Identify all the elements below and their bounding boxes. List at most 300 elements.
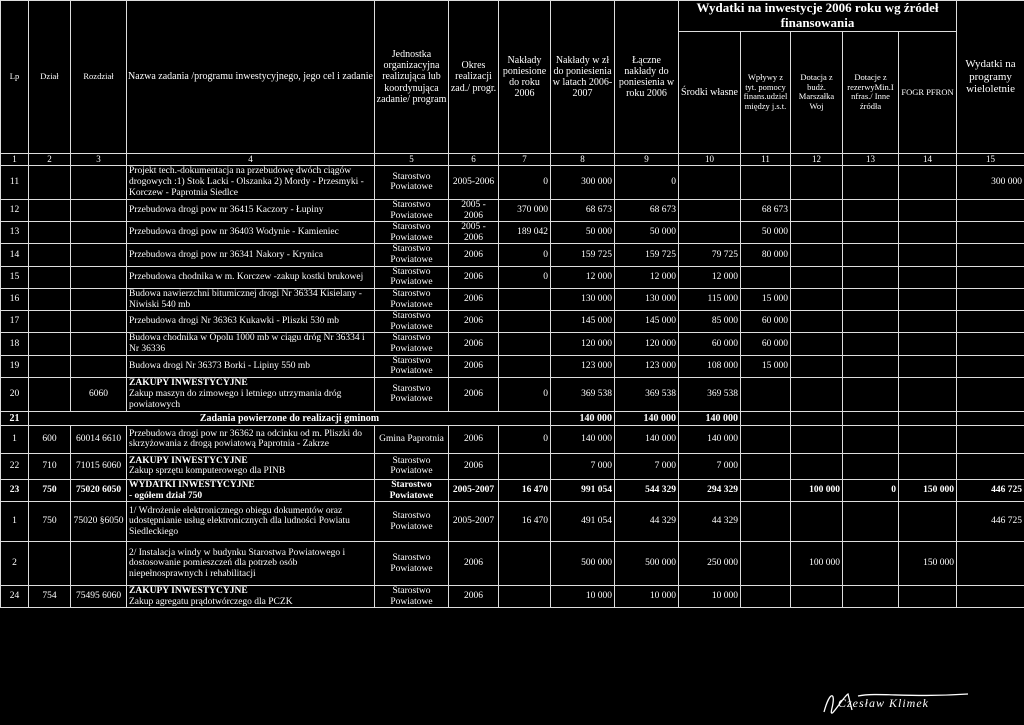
row-dzial [29, 222, 71, 244]
row-wieloletnie [957, 453, 1024, 479]
table-row [1, 266, 1024, 288]
row-wplywy [741, 425, 791, 453]
row-dzial: 600 [29, 425, 71, 453]
row-naklady-poniesione: 0 [499, 244, 551, 266]
row-nazwa [127, 479, 375, 501]
row-wieloletnie [957, 355, 1024, 377]
row-rozdzial [71, 266, 127, 288]
row-dotacja-rez [843, 377, 899, 411]
section-row-21 [1, 411, 1024, 425]
header-nazwa: Nazwa zadania /programu inwestycyjnego, jego cel i zadanie [127, 1, 375, 154]
col-num: 4 [127, 153, 375, 165]
section-lp: 21 [1, 411, 29, 425]
row-dzial [29, 266, 71, 288]
row-dotacja-rez [843, 311, 899, 333]
row-laczne: 50 000 [615, 222, 679, 244]
col-num: 13 [843, 153, 899, 165]
row-nazwa: Przebudowa drogi Nr 36363 Kukawki - Pliszki 530 mb [127, 311, 375, 333]
row-dotacja-rez [843, 542, 899, 586]
row-nazwa: Przebudowa drogi pow nr 36415 Kaczory - Łupiny [127, 199, 375, 221]
row-nazwa-heading: ZAKUPY INWESTYCYJNE [129, 455, 248, 466]
row-wplywy [741, 502, 791, 542]
row-dotacja-budz [791, 199, 843, 221]
row-okres: 2006 [449, 453, 499, 479]
row-dotacja-rez: 0 [843, 479, 899, 501]
row-dotacja-rez [843, 266, 899, 288]
row-lp: 11 [1, 165, 29, 199]
row-okres: 2005-2007 [449, 502, 499, 542]
row-jednostka: Starostwo Powiatowe [375, 333, 449, 355]
row-dotacja-rez [843, 333, 899, 355]
row-naklady-poniesione: 16 470 [499, 479, 551, 501]
row-wieloletnie [957, 222, 1024, 244]
row-jednostka: Starostwo Powiatowe [375, 453, 449, 479]
row-dotacja-rez [843, 222, 899, 244]
row-nazwa: Przebudowa drogi pow nr 36362 na odcinku od m. Pliszki do skrzyżowania z drogą powiatową Paprotnia - Zakrze [127, 425, 375, 453]
header-jednostka: Jednostka organizacyjna realizująca lub koordynująca zadanie/ program [375, 1, 449, 154]
row-naklady-poniesione: 0 [499, 377, 551, 411]
row-jednostka: Starostwo Powiatowe [375, 542, 449, 586]
row-dotacja-budz [791, 311, 843, 333]
row-srodki-wlasne: 369 538 [679, 377, 741, 411]
row-srodki-wlasne: 60 000 [679, 333, 741, 355]
row-laczne: 123 000 [615, 355, 679, 377]
row-dotacja-budz [791, 355, 843, 377]
row-rozdzial: 71015 6060 [71, 453, 127, 479]
row-okres: 2005-2007 [449, 479, 499, 501]
table-row [1, 355, 1024, 377]
row-fogr [899, 288, 957, 310]
row-jednostka: Starostwo Powiatowe [375, 266, 449, 288]
row-rozdzial: 75495 6060 [71, 586, 127, 608]
row-dzial: 754 [29, 586, 71, 608]
header-naklady-2006-2007: Nakłady w zł do poniesienia w latach 2006-2007 [551, 1, 615, 154]
row-okres: 2005-2006 [449, 165, 499, 199]
row-jednostka: Starostwo Powiatowe [375, 165, 449, 199]
row-dzial: 710 [29, 453, 71, 479]
row-fogr [899, 333, 957, 355]
row-rozdzial [71, 199, 127, 221]
row-wieloletnie [957, 586, 1024, 608]
row-fogr [899, 453, 957, 479]
row-jednostka: Starostwo Powiatowe [375, 586, 449, 608]
row-fogr [899, 586, 957, 608]
row-lp: 16 [1, 288, 29, 310]
row-dzial [29, 311, 71, 333]
row-nazwa [127, 453, 375, 479]
row-dotacja-budz [791, 288, 843, 310]
row-naklady-zl: 130 000 [551, 288, 615, 310]
row-dzial: 750 [29, 502, 71, 542]
row-rozdzial [71, 244, 127, 266]
row-jednostka: Starostwo Powiatowe [375, 479, 449, 501]
row-wplywy [741, 479, 791, 501]
row-naklady-poniesione: 16 470 [499, 502, 551, 542]
row-fogr [899, 502, 957, 542]
row-lp: 17 [1, 311, 29, 333]
table-row [1, 377, 1024, 411]
row-dotacja-rez [843, 165, 899, 199]
row-nazwa: 1/ Wdrożenie elektronicznego obiegu dokumentów oraz udostępnianie usług elektronicznych dla ludności Powiatu Siedleckiego [127, 502, 375, 542]
row-nazwa-heading: ZAKUPY INWESTYCYJNE [129, 586, 248, 597]
column-numbers-row [1, 153, 1024, 165]
row-jednostka: Starostwo Powiatowe [375, 288, 449, 310]
row-nazwa-text: Zakup agregatu prądotwórczego dla PCZK [129, 596, 293, 607]
row-laczne: 159 725 [615, 244, 679, 266]
row-laczne: 7 000 [615, 453, 679, 479]
row-srodki-wlasne: 7 000 [679, 453, 741, 479]
row-okres: 2006 [449, 244, 499, 266]
row-dotacja-rez [843, 453, 899, 479]
row-rozdzial: 60014 6610 [71, 425, 127, 453]
row-naklady-zl: 50 000 [551, 222, 615, 244]
row-srodki-wlasne: 115 000 [679, 288, 741, 310]
col-num: 9 [615, 153, 679, 165]
header-fogr: FOGR PFRON [899, 31, 957, 153]
row-wieloletnie [957, 333, 1024, 355]
row-naklady-poniesione [499, 311, 551, 333]
row-naklady-zl: 7 000 [551, 453, 615, 479]
table-row [1, 199, 1024, 221]
row-naklady-poniesione: 0 [499, 266, 551, 288]
col-num: 15 [957, 153, 1024, 165]
row-srodki-wlasne: 250 000 [679, 542, 741, 586]
row-wieloletnie [957, 425, 1024, 453]
row-dotacja-rez [843, 355, 899, 377]
row-wplywy [741, 586, 791, 608]
row-lp: 2 [1, 542, 29, 586]
table-row [1, 222, 1024, 244]
row-okres: 2005 - 2006 [449, 222, 499, 244]
table-row [1, 453, 1024, 479]
row-fogr: 150 000 [899, 479, 957, 501]
row-srodki-wlasne: 108 000 [679, 355, 741, 377]
signature-name: Czesław Klimek [838, 696, 929, 710]
row-laczne: 0 [615, 165, 679, 199]
row-laczne: 140 000 [615, 425, 679, 453]
row-lp: 1 [1, 425, 29, 453]
row-nazwa: Przebudowa drogi pow nr 36403 Wodynie - Kamieniec [127, 222, 375, 244]
row-laczne: 12 000 [615, 266, 679, 288]
row-srodki-wlasne: 140 000 [679, 425, 741, 453]
row-wplywy: 15 000 [741, 288, 791, 310]
row-dotacja-budz: 100 000 [791, 542, 843, 586]
row-dotacja-rez [843, 288, 899, 310]
row-lp: 20 [1, 377, 29, 411]
row-srodki-wlasne: 79 725 [679, 244, 741, 266]
row-lp: 15 [1, 266, 29, 288]
row-dotacja-budz [791, 502, 843, 542]
row-wieloletnie [957, 311, 1024, 333]
row-naklady-poniesione: 0 [499, 425, 551, 453]
row-lp: 24 [1, 586, 29, 608]
header-wieloletnie: Wydatki na programy wieloletnie [957, 1, 1024, 154]
row-fogr [899, 311, 957, 333]
table-row [1, 425, 1024, 453]
row-dotacja-budz: 100 000 [791, 479, 843, 501]
row-dotacja-budz [791, 222, 843, 244]
row-okres: 2006 [449, 355, 499, 377]
row-laczne: 544 329 [615, 479, 679, 501]
row-nazwa [127, 586, 375, 608]
row-nazwa-text: Zakup maszyn do zimowego i letniego utrzymania dróg powiatowych [129, 389, 342, 410]
row-naklady-zl: 68 673 [551, 199, 615, 221]
row-jednostka: Gmina Paprotnia [375, 425, 449, 453]
row-okres: 2006 [449, 333, 499, 355]
row-naklady-zl: 123 000 [551, 355, 615, 377]
row-fogr [899, 377, 957, 411]
col-num: 3 [71, 153, 127, 165]
row-okres: 2006 [449, 288, 499, 310]
row-dotacja-budz [791, 333, 843, 355]
row-okres: 2006 [449, 586, 499, 608]
row-fogr: 150 000 [899, 542, 957, 586]
header-dotacja-budz: Dotacja z budż. Marszałka Woj [791, 31, 843, 153]
row-srodki-wlasne: 294 329 [679, 479, 741, 501]
row-rozdzial [71, 288, 127, 310]
row-laczne: 68 673 [615, 199, 679, 221]
row-naklady-zl: 10 000 [551, 586, 615, 608]
row-naklady-zl: 140 000 [551, 425, 615, 453]
table-row [1, 502, 1024, 542]
row-naklady-poniesione [499, 586, 551, 608]
row-jednostka: Starostwo Powiatowe [375, 355, 449, 377]
header-wplywy: Wpływy z tyt. pomocy finans.udziel między j.s.t. [741, 31, 791, 153]
row-lp: 19 [1, 355, 29, 377]
table-row [1, 586, 1024, 608]
row-lp: 13 [1, 222, 29, 244]
table-row [1, 479, 1024, 501]
row-nazwa-heading: ZAKUPY INWESTYCYJNE [129, 378, 248, 389]
row-lp: 14 [1, 244, 29, 266]
row-dzial [29, 165, 71, 199]
row-nazwa: Budowa drogi Nr 36373 Borki - Lipiny 550 mb [127, 355, 375, 377]
row-dzial [29, 355, 71, 377]
section-title: Zadania powierzone do realizacji gminom [29, 411, 551, 425]
header-wydatki-title: Wydatki na inwestycje 2006 roku wg źródeł finansowania [679, 1, 957, 32]
row-fogr [899, 266, 957, 288]
header-laczne: Łączne nakłady do poniesienia w roku 2006 [615, 1, 679, 154]
row-dotacja-rez [843, 199, 899, 221]
row-wplywy [741, 377, 791, 411]
header-srodki: Środki własne [679, 31, 741, 153]
row-naklady-zl: 12 000 [551, 266, 615, 288]
row-lp: 23 [1, 479, 29, 501]
row-naklady-zl: 159 725 [551, 244, 615, 266]
row-naklady-zl: 120 000 [551, 333, 615, 355]
row-laczne: 500 000 [615, 542, 679, 586]
row-dzial [29, 199, 71, 221]
col-num: 10 [679, 153, 741, 165]
row-rozdzial [71, 222, 127, 244]
col-num: 2 [29, 153, 71, 165]
row-srodki-wlasne: 85 000 [679, 311, 741, 333]
row-wieloletnie: 446 725 [957, 479, 1024, 501]
row-naklady-poniesione [499, 453, 551, 479]
col-num: 6 [449, 153, 499, 165]
row-wieloletnie [957, 266, 1024, 288]
row-srodki-wlasne: 44 329 [679, 502, 741, 542]
row-okres: 2006 [449, 266, 499, 288]
row-wieloletnie: 446 725 [957, 502, 1024, 542]
row-wplywy: 15 000 [741, 355, 791, 377]
table-row [1, 288, 1024, 310]
col-num: 5 [375, 153, 449, 165]
row-naklady-zl: 145 000 [551, 311, 615, 333]
row-wieloletnie [957, 377, 1024, 411]
header-rozdzial: Rozdział [71, 1, 127, 154]
table-row [1, 311, 1024, 333]
row-jednostka: Starostwo Powiatowe [375, 311, 449, 333]
row-wplywy [741, 542, 791, 586]
row-dzial: 750 [29, 479, 71, 501]
row-nazwa: Budowa nawierzchni bitumicznej drogi Nr 36334 Kisielany - Niwiski 540 mb [127, 288, 375, 310]
row-jednostka: Starostwo Powiatowe [375, 377, 449, 411]
table-row [1, 244, 1024, 266]
row-dzial [29, 542, 71, 586]
row-fogr [899, 165, 957, 199]
col-num: 14 [899, 153, 957, 165]
row-rozdzial: 75020 6050 [71, 479, 127, 501]
row-naklady-poniesione [499, 355, 551, 377]
row-wplywy [741, 165, 791, 199]
col-num: 7 [499, 153, 551, 165]
row-nazwa-text: Zakup sprzętu komputerowego dla PINB [129, 466, 286, 477]
row-rozdzial: 6060 [71, 377, 127, 411]
row-srodki-wlasne: 12 000 [679, 266, 741, 288]
row-nazwa [127, 377, 375, 411]
row-lp: 22 [1, 453, 29, 479]
section-srodki: 140 000 [679, 411, 741, 425]
row-dotacja-budz [791, 165, 843, 199]
row-nazwa-heading: WYDATKI INWESTYCYJNE [129, 479, 255, 490]
row-jednostka: Starostwo Powiatowe [375, 199, 449, 221]
row-jednostka: Starostwo Powiatowe [375, 222, 449, 244]
col-num: 11 [741, 153, 791, 165]
row-wplywy: 68 673 [741, 199, 791, 221]
row-nazwa: Projekt tech.-dokumentacja na przebudowę dwóch ciągów drogowych :1) Stok Lacki - Olszanka 2) Mordy - Przesmyki - Korczew - Paprotnia Siedlce [127, 165, 375, 199]
section-zl: 140 000 [551, 411, 615, 425]
row-dotacja-budz [791, 453, 843, 479]
row-naklady-zl: 491 054 [551, 502, 615, 542]
row-okres: 2005 - 2006 [449, 199, 499, 221]
row-wplywy [741, 266, 791, 288]
row-wplywy [741, 453, 791, 479]
row-wplywy: 60 000 [741, 333, 791, 355]
row-dzial [29, 244, 71, 266]
row-dzial [29, 377, 71, 411]
row-rozdzial [71, 542, 127, 586]
row-wplywy: 60 000 [741, 311, 791, 333]
row-dotacja-budz [791, 377, 843, 411]
row-nazwa: Budowa chodnika w Opolu 1000 mb w ciągu dróg Nr 36334 i Nr 36336 [127, 333, 375, 355]
row-dotacja-budz [791, 586, 843, 608]
col-num: 12 [791, 153, 843, 165]
row-dotacja-rez [843, 586, 899, 608]
row-dotacja-budz [791, 266, 843, 288]
row-dzial [29, 333, 71, 355]
row-okres: 2006 [449, 425, 499, 453]
row-wieloletnie [957, 542, 1024, 586]
row-fogr [899, 222, 957, 244]
col-num: 8 [551, 153, 615, 165]
row-naklady-poniesione [499, 542, 551, 586]
table-row [1, 542, 1024, 586]
row-jednostka: Starostwo Powiatowe [375, 502, 449, 542]
row-lp: 1 [1, 502, 29, 542]
row-rozdzial [71, 311, 127, 333]
row-naklady-poniesione [499, 288, 551, 310]
header-lp: Lp [1, 1, 29, 154]
row-fogr [899, 199, 957, 221]
row-laczne: 145 000 [615, 311, 679, 333]
row-wieloletnie [957, 288, 1024, 310]
row-fogr [899, 425, 957, 453]
section-laczne: 140 000 [615, 411, 679, 425]
header-naklady-2006: Nakłady poniesione do roku 2006 [499, 1, 551, 154]
row-naklady-poniesione [499, 333, 551, 355]
row-laczne: 10 000 [615, 586, 679, 608]
col-num: 1 [1, 153, 29, 165]
row-lp: 18 [1, 333, 29, 355]
row-okres: 2006 [449, 542, 499, 586]
row-naklady-poniesione: 370 000 [499, 199, 551, 221]
row-laczne: 130 000 [615, 288, 679, 310]
header-okres: Okres realizacji zad./ progr. [449, 1, 499, 154]
row-wieloletnie [957, 199, 1024, 221]
row-wplywy: 80 000 [741, 244, 791, 266]
row-nazwa: 2/ Instalacja windy w budynku Starostwa Powiatowego i dostosowanie pomieszczeń dla potrzeb osób niepełnosprawnych i rehabilitacji [127, 542, 375, 586]
row-dotacja-budz [791, 425, 843, 453]
row-dotacja-rez [843, 425, 899, 453]
table-row [1, 165, 1024, 199]
row-dotacja-rez [843, 502, 899, 542]
row-rozdzial [71, 165, 127, 199]
row-wplywy: 50 000 [741, 222, 791, 244]
row-naklady-poniesione: 0 [499, 165, 551, 199]
row-rozdzial: 75020 §6050 [71, 502, 127, 542]
header-dotacja-rez: Dotacje z rezerwyMin.I nfras./ Inne źródła [843, 31, 899, 153]
row-rozdzial [71, 355, 127, 377]
row-dzial [29, 288, 71, 310]
row-srodki-wlasne [679, 222, 741, 244]
row-fogr [899, 355, 957, 377]
row-okres: 2006 [449, 311, 499, 333]
row-dotacja-rez [843, 244, 899, 266]
header-dzial: Dział [29, 1, 71, 154]
row-lp: 12 [1, 199, 29, 221]
row-wieloletnie: 300 000 [957, 165, 1024, 199]
row-laczne: 369 538 [615, 377, 679, 411]
row-nazwa: Przebudowa chodnika w m. Korczew -zakup kostki brukowej [127, 266, 375, 288]
row-wieloletnie [957, 244, 1024, 266]
row-nazwa-text: - ogółem dział 750 [129, 490, 203, 501]
table-row [1, 333, 1024, 355]
row-naklady-zl: 369 538 [551, 377, 615, 411]
row-laczne: 44 329 [615, 502, 679, 542]
row-okres: 2006 [449, 377, 499, 411]
row-naklady-zl: 300 000 [551, 165, 615, 199]
row-nazwa: Przebudowa drogi pow nr 36341 Nakory - Krynica [127, 244, 375, 266]
row-srodki-wlasne [679, 199, 741, 221]
row-srodki-wlasne: 10 000 [679, 586, 741, 608]
row-naklady-poniesione: 189 042 [499, 222, 551, 244]
row-laczne: 120 000 [615, 333, 679, 355]
row-rozdzial [71, 333, 127, 355]
row-fogr [899, 244, 957, 266]
row-naklady-zl: 500 000 [551, 542, 615, 586]
row-naklady-zl: 991 054 [551, 479, 615, 501]
